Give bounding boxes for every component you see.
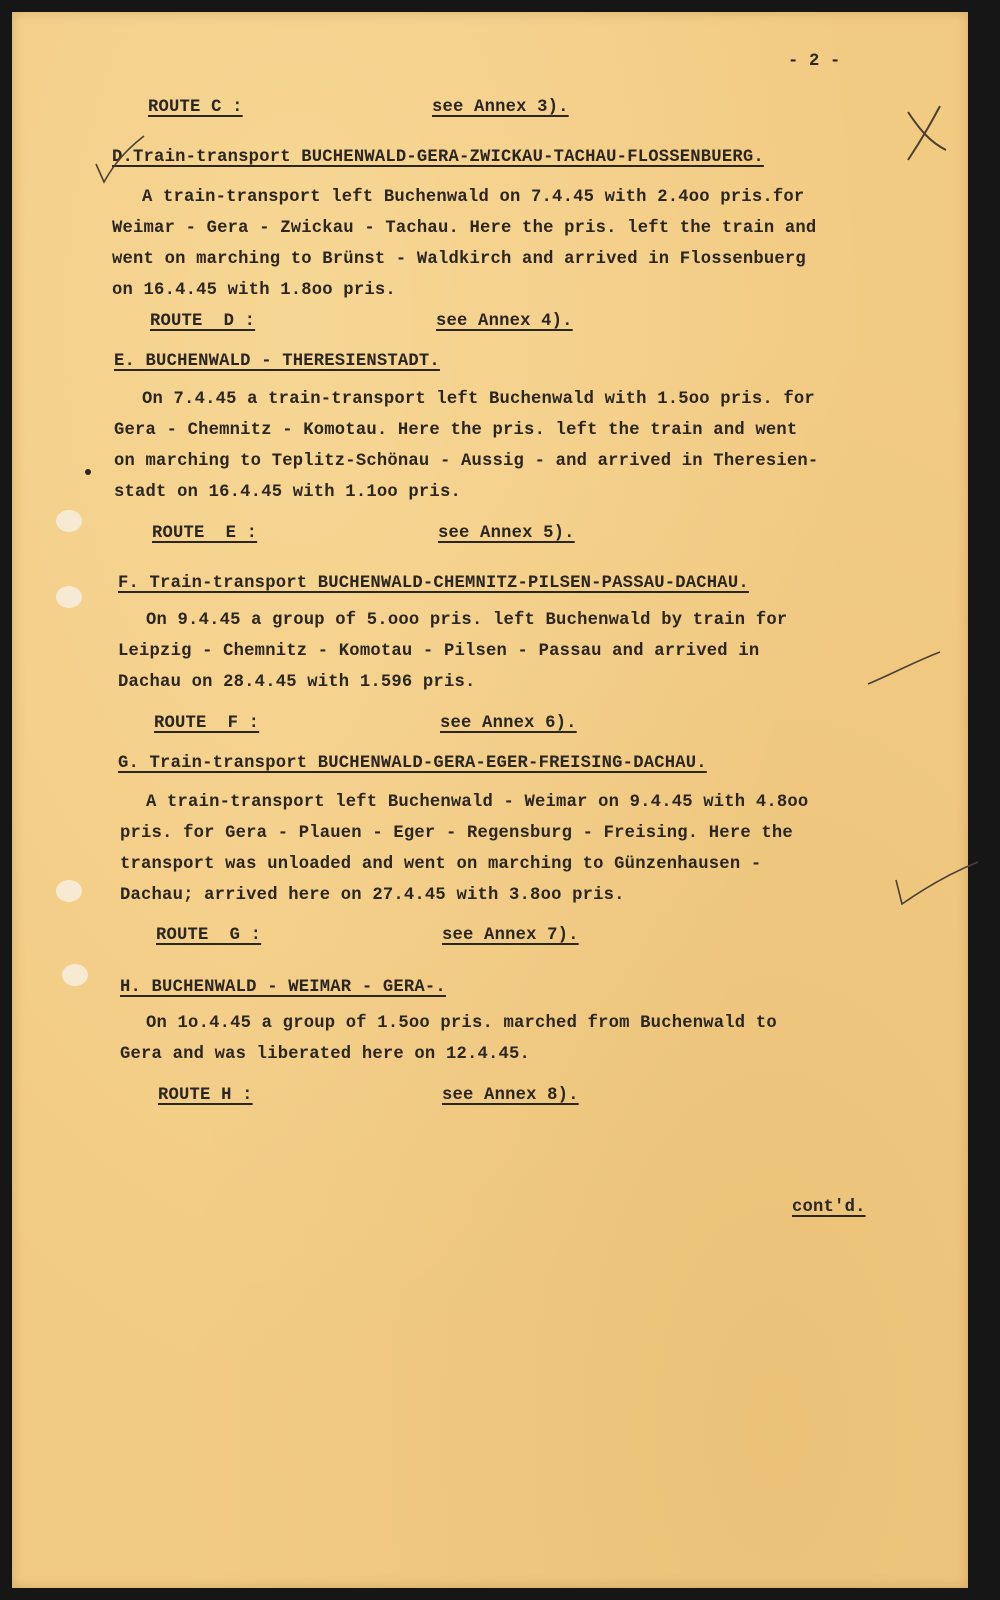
- section-g-line: transport was unloaded and went on marching to Günzenhausen -: [120, 855, 762, 874]
- punch-hole: [56, 510, 82, 532]
- route-g-label: ROUTE G :: [156, 926, 262, 945]
- route-f-label: ROUTE F :: [154, 714, 260, 733]
- route-d-annex: see Annex 4).: [436, 312, 573, 331]
- route-e-annex: see Annex 5).: [438, 524, 575, 543]
- section-d-heading: D.Train-transport BUCHENWALD-GERA-ZWICKAU-TACHAU-FLOSSENBUERG.: [112, 148, 764, 167]
- punch-hole: [62, 964, 88, 986]
- section-f-heading: F. Train-transport BUCHENWALD-CHEMNITZ-PILSEN-PASSAU-DACHAU.: [118, 574, 749, 593]
- route-c-annex: see Annex 3).: [432, 98, 569, 117]
- route-e-label: ROUTE E :: [152, 524, 258, 543]
- section-h-line: On 1o.4.45 a group of 1.5oo pris. marched from Buchenwald to: [146, 1014, 777, 1033]
- section-d-line: Weimar - Gera - Zwickau - Tachau. Here the pris. left the train and: [112, 219, 817, 238]
- route-d-label: ROUTE D :: [150, 312, 256, 331]
- section-e-line: stadt on 16.4.45 with 1.1oo pris.: [114, 483, 461, 502]
- section-h-line: Gera and was liberated here on 12.4.45.: [120, 1045, 531, 1064]
- section-f-line: Leipzig - Chemnitz - Komotau - Pilsen - Passau and arrived in: [118, 642, 760, 661]
- section-f-line: Dachau on 28.4.45 with 1.596 pris.: [118, 673, 476, 692]
- section-d-line: went on marching to Brünst - Waldkirch and arrived in Flossenbuerg: [112, 250, 806, 269]
- route-f-annex: see Annex 6).: [440, 714, 577, 733]
- section-d-line: A train-transport left Buchenwald on 7.4.45 with 2.4oo pris.for: [142, 188, 805, 207]
- pencil-check-mark: [892, 860, 982, 910]
- section-f-line: On 9.4.45 a group of 5.ooo pris. left Buchenwald by train for: [146, 611, 788, 630]
- section-g-line: pris. for Gera - Plauen - Eger - Regensburg - Freising. Here the: [120, 824, 793, 843]
- pencil-check-mark: [90, 130, 150, 190]
- pencil-cross-mark: [900, 100, 960, 170]
- continued-note: cont'd.: [792, 1198, 866, 1217]
- section-g-line: A train-transport left Buchenwald - Weimar on 9.4.45 with 4.8oo: [146, 793, 809, 812]
- section-g-line: Dachau; arrived here on 27.4.45 with 3.8oo pris.: [120, 886, 625, 905]
- section-h-heading: H. BUCHENWALD - WEIMAR - GERA-.: [120, 978, 446, 997]
- punch-hole: [56, 880, 82, 902]
- section-g-heading: G. Train-transport BUCHENWALD-GERA-EGER-FREISING-DACHAU.: [118, 754, 707, 773]
- route-g-annex: see Annex 7).: [442, 926, 579, 945]
- route-c-label: ROUTE C :: [148, 98, 243, 117]
- section-e-line: On 7.4.45 a train-transport left Buchenwald with 1.5oo pris. for: [142, 390, 815, 409]
- punch-hole: [56, 586, 82, 608]
- pencil-tick-mark: [864, 650, 944, 690]
- section-d-line: on 16.4.45 with 1.8oo pris.: [112, 281, 396, 300]
- section-e-heading: E. BUCHENWALD - THERESIENSTADT.: [114, 352, 440, 371]
- section-e-line: on marching to Teplitz-Schönau - Aussig - and arrived in Theresien-: [114, 452, 819, 471]
- page-number: - 2 -: [788, 52, 841, 71]
- ink-dot-mark: [82, 466, 94, 478]
- section-e-line: Gera - Chemnitz - Komotau. Here the pris. left the train and went: [114, 421, 798, 440]
- route-h-annex: see Annex 8).: [442, 1086, 579, 1105]
- route-h-label: ROUTE H :: [158, 1086, 253, 1105]
